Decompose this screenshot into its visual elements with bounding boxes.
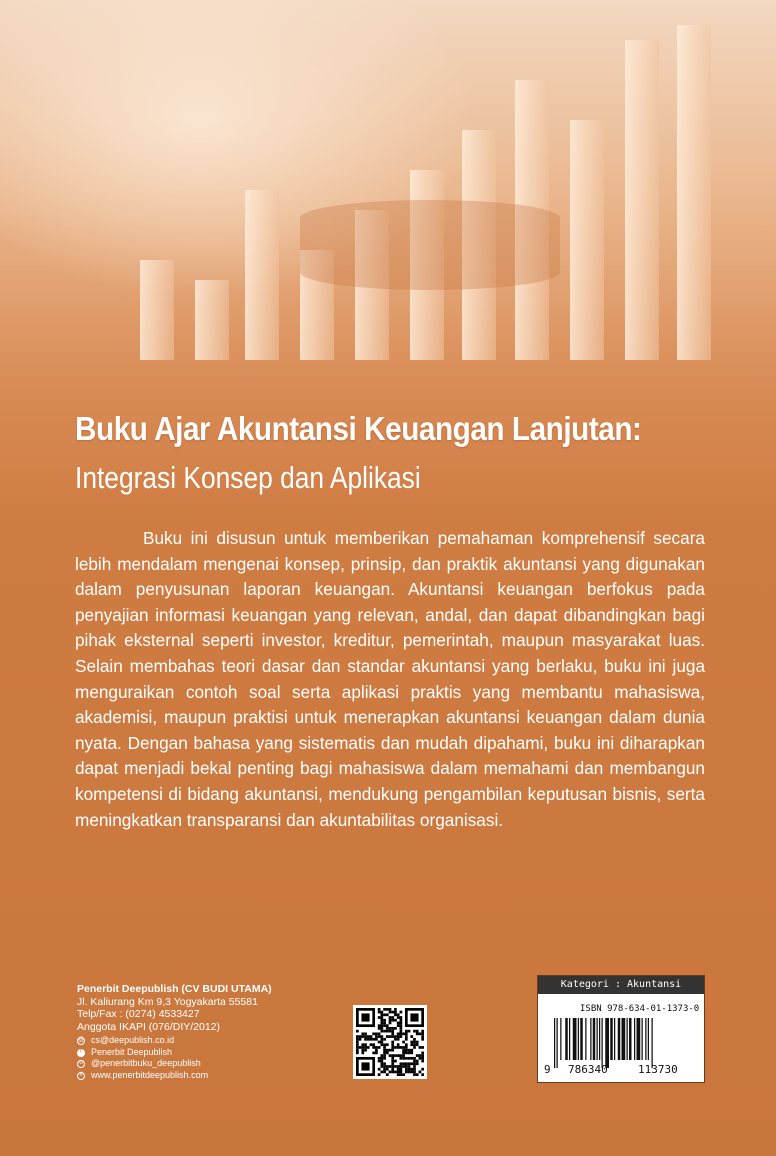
- publisher-facebook: Penerbit Deepublish: [91, 1046, 173, 1057]
- publisher-name: Penerbit Deepublish (CV BUDI UTAMA): [77, 983, 272, 995]
- globe-icon: #: [77, 1072, 85, 1080]
- publisher-address: Jl. Kaliurang Km 9,3 Yogyakarta 55581: [77, 995, 258, 1008]
- isbn-barcode-box: [537, 975, 705, 1083]
- barcode-digits-left: 786340: [568, 1063, 608, 1076]
- publisher-website: www.penerbitdeepublish.com: [91, 1069, 209, 1080]
- facebook-icon: f: [77, 1049, 85, 1057]
- instagram-icon: o: [77, 1060, 85, 1068]
- publisher-email: cs@deepublish.co.id: [91, 1035, 175, 1046]
- publisher-instagram: @penerbitbuku_deepublish: [91, 1058, 201, 1069]
- publisher-membership: Anggota IKAPI (076/DIY/2012): [77, 1020, 221, 1033]
- qr-code: [353, 1005, 427, 1079]
- barcode-digit-first: 9: [544, 1063, 551, 1076]
- email-icon: @: [77, 1037, 85, 1044]
- book-subtitle: Integrasi Konsep dan Aplikasi: [75, 460, 421, 495]
- isbn-number: ISBN 978-634-01-1373-0: [580, 1004, 700, 1014]
- category-label: Kategori : Akuntansi: [538, 976, 704, 994]
- barcode-digits-right: 113730: [638, 1063, 678, 1076]
- publisher-phone: Telp/Fax : (0274) 4533427: [77, 1008, 200, 1021]
- book-synopsis: Buku ini disusun untuk memberikan pemahaman komprehensif secara lebih mendalam mengenai konsep, prinsip, dan praktik akuntansi yang digunakan dalam penyusunan laporan keuangan. Akuntansi keuangan berfokus pada penyajian informasi keuangan yang relevan, andal, dan dapat dibandingkan bagi pihak eksternal seperti investor, kreditur, pemerintah, maupun masyarakat luas. Selain membahas teori dasar dan standar akuntansi yang berlaku, buku ini juga menguraikan contoh soal serta aplikasi praktis yang membantu mahasiswa, akademisi, maupun praktisi untuk menerapkan akuntansi keuangan dalam dunia nyata. Dengan bahasa yang sistematis dan mudah dipahami, buku ini diharapkan dapat menjadi bekal penting bagi mahasiswa dalam memahami dan membangun kompetensi di bidang akuntansi, mendukung pengambilan keputusan bisnis, serta meningkatkan transparansi dan akuntabilitas organisasi.: [75, 528, 705, 830]
- book-title: Buku Ajar Akuntansi Keuangan Lanjutan:: [75, 410, 642, 447]
- cover-image: [0, 0, 776, 400]
- publisher-info: [77, 983, 272, 1081]
